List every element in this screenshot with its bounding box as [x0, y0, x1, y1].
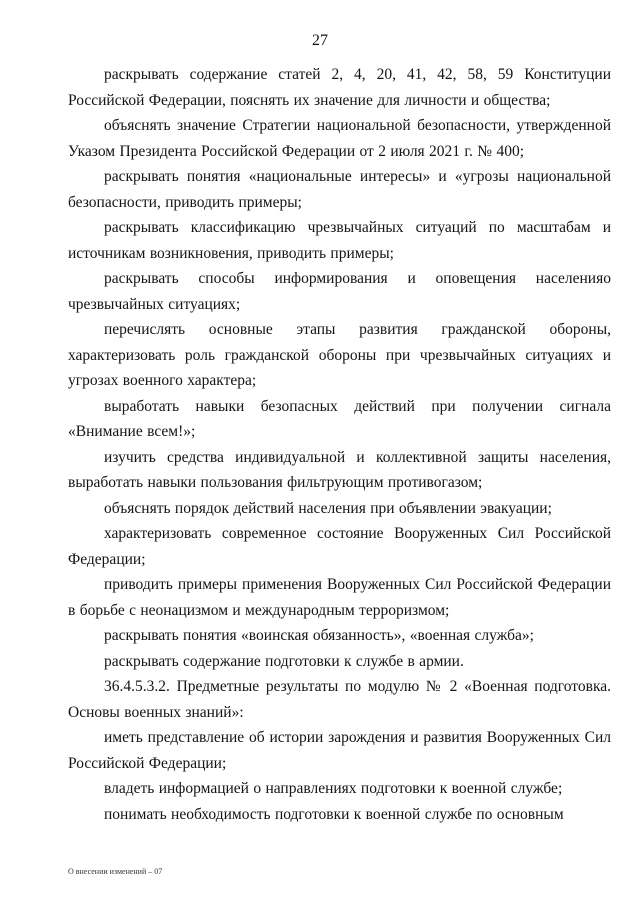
- paragraph: понимать необходимость подготовки к военной службе по основным: [104, 805, 564, 823]
- paragraph: раскрывать содержание подготовки к службе в армии.: [104, 652, 464, 670]
- paragraph: раскрывать классификацию чрезвычайных ситуаций по масштабам и источникам возникновения, приводить примеры;: [68, 219, 611, 262]
- paragraph: иметь представление об истории зарождения и развития Вооруженных Сил Российской Федерации;: [68, 729, 611, 772]
- paragraph: объяснять порядок действий населения при объявлении эвакуации;: [104, 499, 552, 517]
- paragraph: изучить средства индивидуальной и коллективной защиты населения, выработать навыки пользования фильтрующим противогазом;: [68, 448, 611, 491]
- section-heading-paragraph: 36.4.5.3.2. Предметные результаты по модулю № 2 «Военная подготовка. Основы военных знаний»:: [68, 678, 611, 721]
- paragraph: раскрывать понятия «национальные интересы» и «угрозы национальной безопасности, приводить примеры;: [68, 168, 611, 211]
- page-number: 27: [312, 32, 328, 49]
- paragraph: характеризовать современное состояние Вооруженных Сил Российской Федерации;: [68, 525, 611, 568]
- paragraph: перечислять основные этапы развития гражданской обороны, характеризовать роль гражданской обороны при чрезвычайных ситуациях и угрозах военного характера;: [68, 321, 611, 389]
- paragraph: выработать навыки безопасных действий при получении сигнала «Внимание всем!»;: [68, 397, 611, 440]
- paragraph: раскрывать способы информирования и оповещения населенияо чрезвычайных ситуациях;: [68, 270, 611, 313]
- document-body: [68, 62, 611, 827]
- paragraph: раскрывать понятия «воинская обязанность», «военная служба»;: [104, 627, 534, 644]
- paragraph: объяснять значение Стратегии национальной безопасности, утвержденной Указом Президента Российской Федерации от 2 июля 2021 г. № 400;: [68, 117, 611, 160]
- paragraph: владеть информацией о направлениях подготовки к военной службе;: [104, 780, 563, 797]
- footer-note: О внесении изменений – 07: [68, 867, 163, 876]
- paragraph: приводить примеры применения Вооруженных Сил Российской Федерации в борьбе с неонацизмом и международным терроризмом;: [68, 576, 611, 619]
- paragraph: раскрывать содержание статей 2, 4, 20, 41, 42, 58, 59 Конституции Российской Федерации, пояснять их значение для личности и общества;: [68, 66, 611, 109]
